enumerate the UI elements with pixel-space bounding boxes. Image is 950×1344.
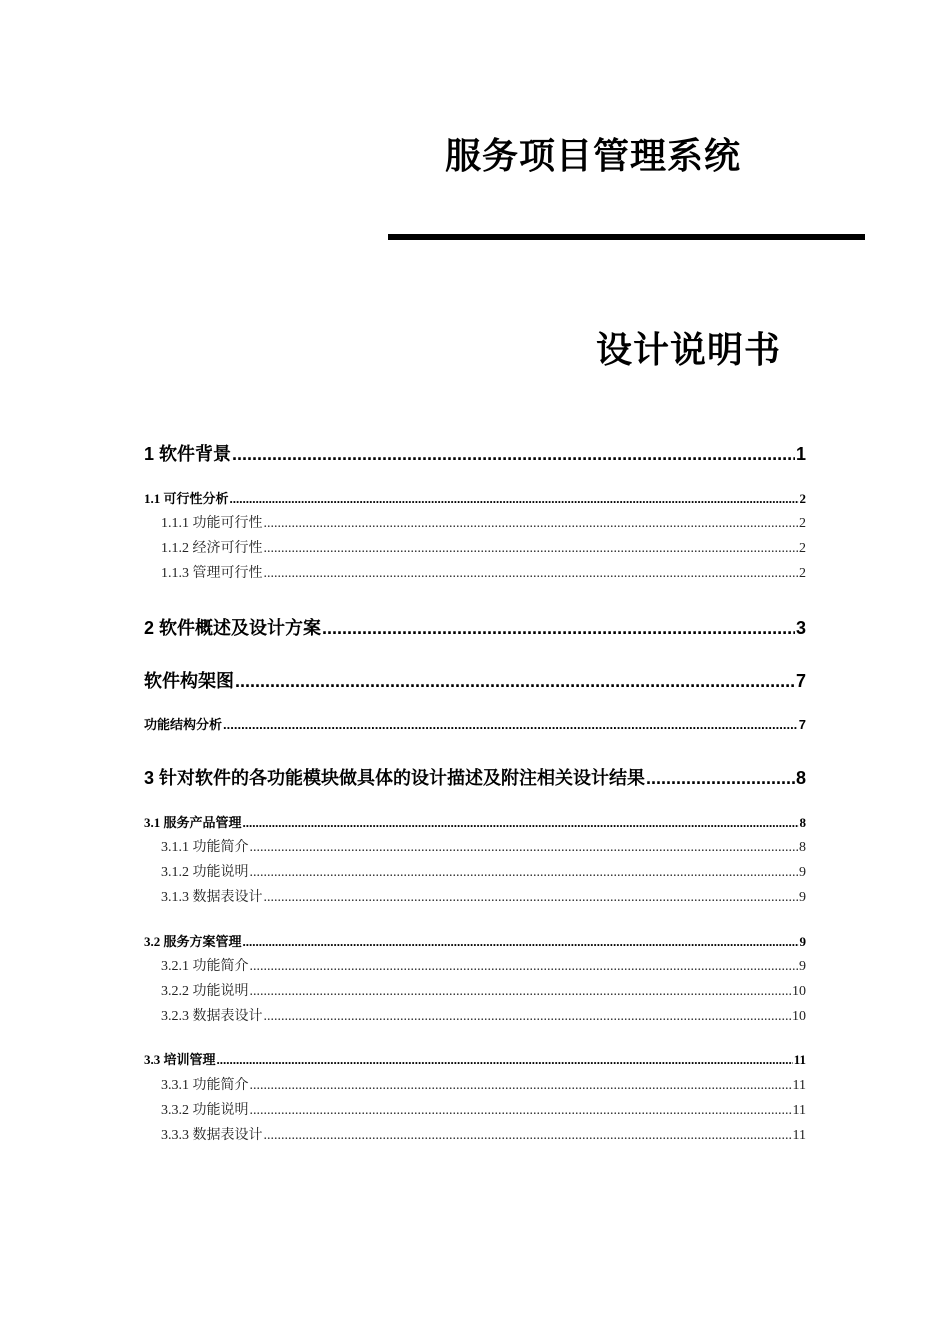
toc-entry[interactable] [144,440,806,466]
toc-entry-page: 9 [799,890,806,905]
toc-entry-label: 3.2.1 功能简介 [161,959,249,974]
toc-entry-page: 8 [799,840,806,855]
toc-entry[interactable] [161,537,806,557]
toc-entry-page: 1 [795,444,806,464]
toc-entry[interactable] [161,512,806,532]
toc-entry[interactable] [144,764,806,790]
toc-entry-label: 功能结构分析 [144,717,223,732]
toc-leader [250,1078,792,1094]
toc-entry[interactable] [144,614,806,640]
toc-leader [250,865,799,881]
toc-entry-page: 9 [799,934,806,949]
toc-entry[interactable] [161,955,806,975]
toc-leader [232,444,795,465]
toc-entry-label: 3.2.3 数据表设计 [161,1009,263,1024]
toc-entry[interactable] [144,931,806,950]
toc-leader [264,890,799,906]
toc-leader [243,815,799,831]
toc-entry-page: 10 [792,1009,806,1024]
toc-entry-label: 1.1 可行性分析 [144,491,229,506]
toc-entry[interactable] [144,812,806,831]
toc-entry-label: 1.1.1 功能可行性 [161,516,263,531]
toc-entry-page: 11 [792,1103,806,1118]
toc-leader [250,840,799,856]
toc-entry[interactable] [161,836,806,856]
toc-leader [250,959,799,975]
toc-leader [250,1103,792,1119]
toc-entry-label: 3.2 服务方案管理 [144,934,242,949]
toc-entry[interactable] [161,562,806,582]
toc-entry-label: 3.1 服务产品管理 [144,815,242,830]
toc-leader [264,1128,792,1144]
toc-entry[interactable] [161,1124,806,1144]
toc-entry-label: 1 软件背景 [144,444,232,464]
toc-entry-label: 3.1.1 功能简介 [161,840,249,855]
toc-entry-page: 9 [799,959,806,974]
toc-entry-label: 3.2.2 功能说明 [161,984,249,999]
toc-leader [264,516,799,532]
toc-entry-label: 3.3.2 功能说明 [161,1103,249,1118]
toc-entry-label: 3.1.2 功能说明 [161,865,249,880]
toc-entry[interactable] [161,1005,806,1025]
toc-leader [217,1052,793,1068]
toc-entry-label: 3 针对软件的各功能模块做具体的设计描述及附注相关设计结果 [144,768,646,788]
toc-entry-page: 7 [795,671,806,691]
toc-leader [264,541,799,557]
toc-entry[interactable] [161,886,806,906]
document-subtitle: 设计说明书 [596,330,782,371]
toc-leader [235,671,795,692]
toc-entry-label: 1.1.2 经济可行性 [161,541,263,556]
toc-entry-page: 9 [799,865,806,880]
toc-entry-page: 2 [799,516,806,531]
toc-leader [230,491,799,507]
toc-entry-label: 1.1.3 管理可行性 [161,566,263,581]
toc-leader [250,984,792,1000]
toc-entry-page: 2 [799,541,806,556]
toc-leader [646,768,795,789]
toc-entry-page: 8 [795,768,806,788]
toc-entry-label: 软件构架图 [144,671,234,691]
toc-entry-label: 3.3.1 功能简介 [161,1078,249,1093]
toc-entry-page: 10 [792,984,806,999]
toc-entry-page: 11 [792,1078,806,1093]
title-divider [388,234,865,240]
toc-entry[interactable] [144,488,806,507]
toc-entry-label: 3.3 培训管理 [144,1052,216,1067]
toc-entry-label: 2 软件概述及设计方案 [144,618,322,638]
toc-entry-page: 3 [795,618,806,638]
toc-leader [223,717,798,732]
toc-entry[interactable] [144,714,806,733]
toc-entry-page: 11 [793,1052,806,1067]
toc-entry[interactable] [161,1099,806,1119]
toc-entry[interactable] [144,667,806,693]
toc-entry-page: 8 [799,815,806,830]
toc-entry[interactable] [161,1074,806,1094]
toc-leader [264,1009,792,1025]
toc-entry[interactable] [161,861,806,881]
toc-entry[interactable] [144,1049,806,1068]
toc-entry-page: 2 [799,566,806,581]
toc-entry[interactable] [161,980,806,1000]
toc-leader [322,618,795,639]
toc-entry-page: 7 [798,717,806,732]
toc-entry-page: 11 [792,1128,806,1143]
document-title: 服务项目管理系统 [445,136,742,177]
toc-leader [264,566,799,582]
toc-entry-label: 3.3.3 数据表设计 [161,1128,263,1143]
toc-entry-page: 2 [799,491,806,506]
toc-leader [243,934,799,950]
toc-entry-label: 3.1.3 数据表设计 [161,890,263,905]
